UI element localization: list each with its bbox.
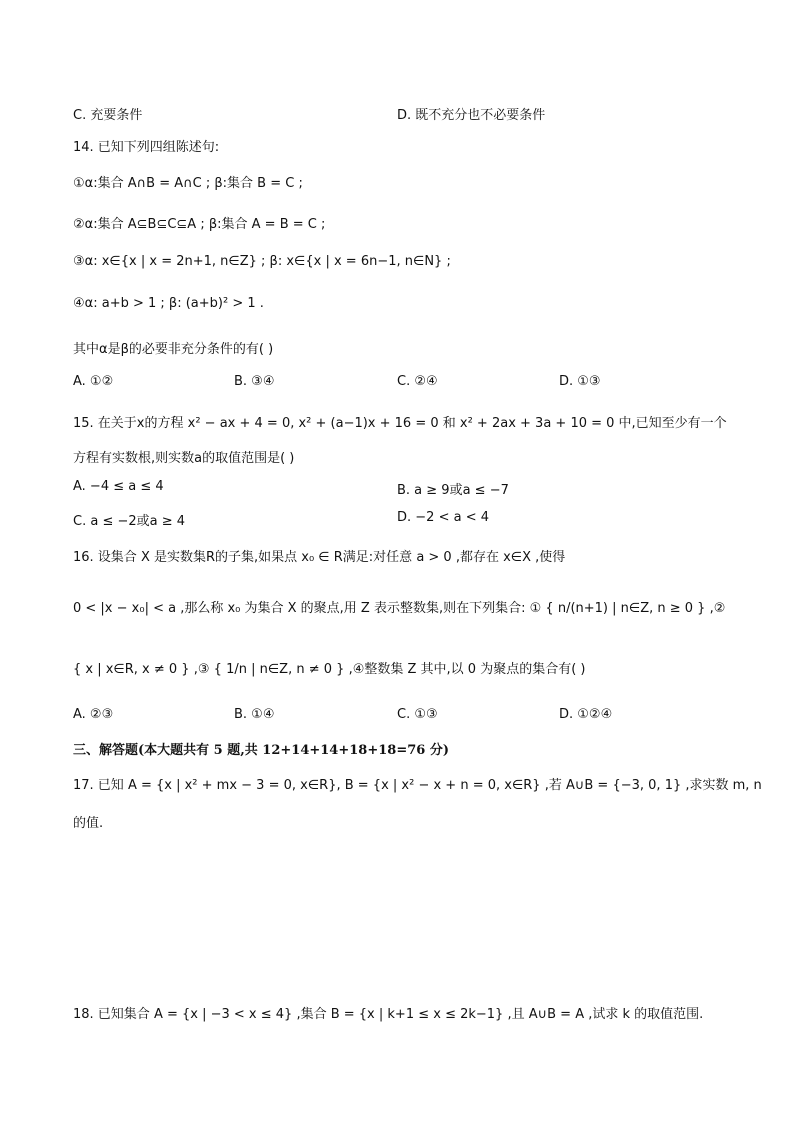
q14-option-b: B. ③④ xyxy=(234,374,275,389)
q16-line-2-text: 0 < |x − x₀| < a ,那么称 x₀ 为集合 X 的聚点,用 Z 表示整数集,则在下列集合: ① xyxy=(73,601,542,616)
q15-line-2: 方程有实数根,则实数a的取值范围是( ) xyxy=(73,451,295,466)
q16-option-c: C. ①③ xyxy=(397,707,438,722)
q16-set-3: { 1/n | n∈Z, n ≠ 0 } xyxy=(213,662,345,677)
q13-option-c: C. 充要条件 xyxy=(73,108,143,123)
q16-line-1: 16. 设集合 X 是实数集R的子集,如果点 x₀ ∈ R满足:对任意 a > 0 ,都存在 x∈X ,使得 xyxy=(73,550,566,565)
q15-line-1: 15. 在关于x的方程 x² − ax + 4 = 0, x² + (a−1)x + 16 = 0 和 x² + 2ax + 3a + 10 = 0 中,已知至少有一个 xyxy=(73,416,727,431)
q14-option-c: C. ②④ xyxy=(397,374,438,389)
q16-line-3 xyxy=(73,658,585,677)
q18-line-1: 18. 已知集合 A = {x | −3 < x ≤ 4} ,集合 B = {x | k+1 ≤ x ≤ 2k−1} ,且 A∪B = A ,试求 k 的取值范围. xyxy=(73,1007,704,1022)
q16-option-b: B. ①④ xyxy=(234,707,275,722)
q14-statement-3: ③α: x∈{x | x = 2n+1, n∈Z} ; β: x∈{x | x = 6n−1, n∈N} ; xyxy=(73,254,451,269)
q14-statement-1: ①α:集合 A∩B = A∩C ; β:集合 B = C ; xyxy=(73,176,303,191)
q16-line-2 xyxy=(73,597,725,616)
q14-option-d: D. ①③ xyxy=(559,374,601,389)
q15-option-d: D. −2 < a < 4 xyxy=(397,510,489,525)
q16-line-2-tail: ,② xyxy=(709,601,726,616)
q14-question: 其中α是β的必要非充分条件的有( ) xyxy=(73,342,274,357)
q16-set-2: { x | x∈R, x ≠ 0 } xyxy=(73,662,190,677)
q14-option-a: A. ①② xyxy=(73,374,114,389)
q15-option-c: C. a ≤ −2或a ≥ 4 xyxy=(73,514,186,529)
q16-option-a: A. ②③ xyxy=(73,707,114,722)
section-3-heading: 三、解答题(本大题共有 5 题,共 12+14+14+18+18=76 分) xyxy=(73,743,449,758)
q15-option-b: B. a ≥ 9或a ≤ −7 xyxy=(397,483,509,498)
q17-line-2: 的值. xyxy=(73,816,104,831)
q15-option-a: A. −4 ≤ a ≤ 4 xyxy=(73,479,164,494)
q14-stem: 14. 已知下列四组陈述句: xyxy=(73,140,220,155)
q14-statement-2: ②α:集合 A⊆B⊆C⊆A ; β:集合 A = B = C ; xyxy=(73,217,326,232)
q16-line-3-tail: ,④整数集 Z 其中,以 0 为聚点的集合有( ) xyxy=(348,662,586,677)
q14-statement-4: ④α: a+b > 1 ; β: (a+b)² > 1 . xyxy=(73,296,264,311)
q13-option-d: D. 既不充分也不必要条件 xyxy=(397,108,546,123)
q16-set-1: { n/(n+1) | n∈Z, n ≥ 0 } xyxy=(545,601,706,616)
q16-mid: ,③ xyxy=(193,662,210,677)
q16-option-d: D. ①②④ xyxy=(559,707,613,722)
q17-line-1: 17. 已知 A = {x | x² + mx − 3 = 0, x∈R}, B = {x | x² − x + n = 0, x∈R} ,若 A∪B = {−3, 0, 1} ,求实数 m, n xyxy=(73,778,762,793)
